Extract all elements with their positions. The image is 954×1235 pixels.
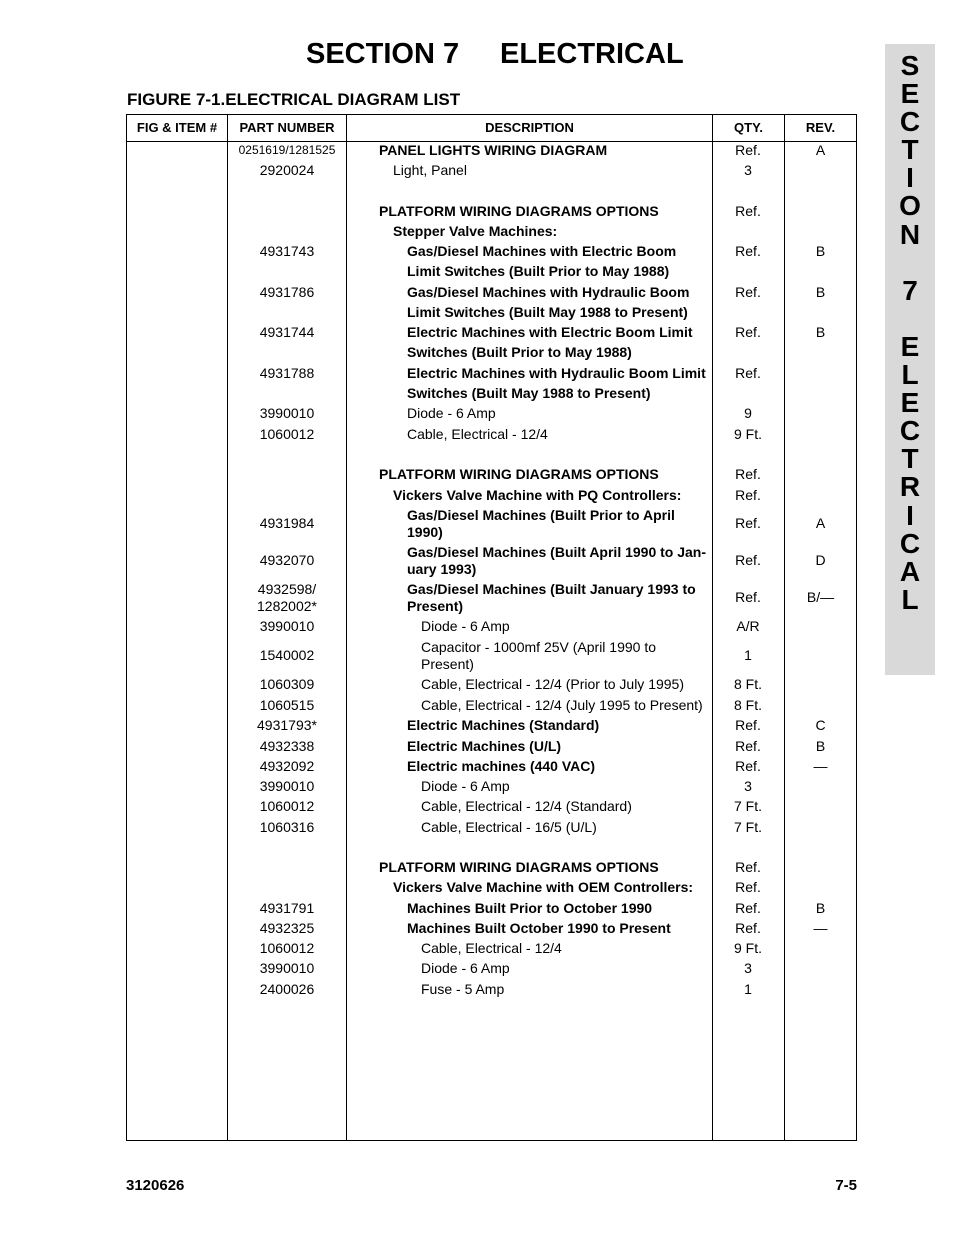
part-number-cell: 1060309 (259, 676, 315, 692)
table-row (127, 302, 856, 322)
part-number-cell: 4932325 (259, 919, 315, 936)
part-number-cell: 4932598/ 1282002* (257, 580, 317, 614)
part-number-cell: 3990010 (259, 618, 315, 634)
part-number-cell: 4931786 (259, 283, 315, 300)
sidebar-letter: R (899, 471, 921, 503)
description-cell: Vickers Valve Machine with OEM Controllers: (393, 879, 694, 895)
rev-cell (785, 403, 856, 424)
rev-cell: A (815, 515, 826, 531)
description-cell: Gas/Diesel Machines (Built January 1993 to Present) (407, 580, 696, 614)
table-row (127, 637, 856, 674)
qty-cell: Ref. (735, 899, 761, 916)
qty-cell: 1 (744, 647, 752, 663)
rev-cell (785, 221, 856, 241)
description-cell: Electric Machines (Standard) (407, 717, 600, 733)
header-fig-item: FIG & ITEM # (136, 120, 218, 135)
qty-cell (713, 261, 783, 282)
part-number-cell: 4932092 (259, 757, 315, 774)
rev-cell (785, 877, 856, 898)
qty-cell: 9 (744, 405, 752, 421)
part-number-cell: 4932070 (259, 552, 315, 568)
description-cell: Electric Machines (U/L) (407, 737, 562, 754)
table-row (127, 140, 856, 160)
table-row (127, 938, 856, 958)
qty-cell: Ref. (735, 737, 761, 754)
qty-cell: Ref. (735, 858, 761, 875)
table-row (127, 958, 856, 979)
qty-cell: Ref. (735, 283, 761, 300)
rev-cell: — (813, 757, 828, 774)
rev-cell: A (815, 141, 826, 158)
table-row (127, 695, 856, 715)
table-row (127, 282, 856, 302)
sidebar-letter: C (899, 106, 921, 138)
qty-cell: 9 Ft. (733, 939, 762, 956)
table-row (127, 616, 856, 637)
qty-cell (713, 221, 783, 241)
rev-cell (785, 180, 856, 200)
rev-cell: B (815, 737, 826, 754)
sidebar-letter: L (901, 583, 919, 615)
part-number-cell: 2400026 (259, 980, 315, 997)
description-cell: Electric machines (440 VAC) (407, 757, 596, 774)
description-cell: Cable, Electrical - 12/4 (407, 425, 548, 442)
part-number-cell: 4931793* (257, 717, 317, 733)
rev-cell (785, 616, 856, 637)
rev-cell (785, 837, 856, 857)
table-row (127, 542, 856, 579)
sidebar-letter (885, 305, 935, 333)
part-number-cell: 3990010 (259, 405, 315, 421)
qty-cell: Ref. (735, 486, 761, 503)
part-number-cell: 1060012 (259, 425, 315, 442)
header-part-number: PART NUMBER (239, 120, 335, 135)
part-number-cell: 1540002 (259, 647, 315, 663)
part-number-cell (228, 383, 346, 403)
qty-cell (713, 180, 783, 200)
table-row (127, 201, 856, 221)
table-row (127, 403, 856, 424)
description-cell: Machines Built October 1990 to Present (407, 919, 671, 936)
table-row (127, 383, 856, 403)
rev-cell (785, 695, 856, 715)
sidebar-letter: E (900, 78, 920, 110)
qty-cell: Ref. (735, 141, 761, 158)
parts-table (126, 114, 857, 1141)
qty-cell: 9 Ft. (733, 425, 762, 442)
part-number-cell: 4931788 (259, 364, 315, 381)
table-row (127, 444, 856, 464)
qty-cell: 8 Ft. (733, 676, 762, 692)
table-row (127, 579, 856, 616)
header-qty: QTY. (734, 120, 763, 135)
rev-cell (785, 857, 856, 877)
rev-cell: D (815, 552, 826, 568)
table-row (127, 756, 856, 776)
qty-cell: Ref. (735, 242, 761, 259)
table-row (127, 674, 856, 695)
table-row (127, 342, 856, 363)
table-row (127, 424, 856, 444)
sidebar-letter: 7 (902, 274, 918, 306)
sidebar-letter: I (906, 162, 914, 194)
table-row (127, 322, 856, 342)
rev-cell (785, 817, 856, 837)
rev-cell (785, 938, 856, 958)
qty-cell: Ref. (735, 515, 761, 531)
description-cell: Fuse - 5 Amp (421, 980, 505, 997)
part-number-cell (228, 261, 346, 282)
table-row (127, 837, 856, 857)
table-row (127, 898, 856, 918)
part-number-cell (228, 857, 346, 877)
qty-cell: Ref. (735, 879, 761, 895)
description-cell: PLATFORM WIRING DIAGRAMS OPTIONS (379, 202, 659, 219)
table-row (127, 817, 856, 837)
part-number-cell (228, 464, 346, 485)
table-row (127, 857, 856, 877)
part-number-cell (228, 837, 346, 857)
qty-cell: 8 Ft. (733, 696, 762, 713)
description-cell (347, 180, 712, 200)
sidebar-letter: N (899, 218, 921, 250)
description-cell: Vickers Valve Machine with PQ Controllers: (393, 486, 682, 503)
rev-cell: C (815, 717, 826, 733)
rev-cell (785, 796, 856, 817)
part-number-cell: 4931984 (259, 515, 315, 531)
description-cell: Switches (Built May 1988 to Present) (407, 384, 651, 401)
description-cell: Cable, Electrical - 12/4 (Prior to July 1995) (421, 676, 684, 692)
sidebar-letter: T (901, 134, 919, 166)
part-number-cell (228, 877, 346, 898)
qty-cell: 7 Ft. (733, 818, 762, 835)
rev-cell: B/— (806, 589, 835, 605)
qty-cell: Ref. (735, 323, 761, 340)
description-cell: Capacitor - 1000mf 25V (April 1990 to Present) (421, 638, 657, 672)
part-number-cell: 4932338 (259, 737, 315, 754)
description-cell: PLATFORM WIRING DIAGRAMS OPTIONS (379, 466, 659, 482)
sidebar-letter (885, 249, 935, 277)
part-number-cell: 1060316 (259, 818, 315, 835)
rev-cell (785, 979, 856, 999)
header-description: DESCRIPTION (485, 120, 574, 135)
part-number-cell: 4931791 (259, 899, 315, 916)
table-row (127, 877, 856, 898)
rev-cell (785, 363, 856, 383)
description-cell: Cable, Electrical - 12/4 (421, 939, 562, 956)
part-number-cell: 2920024 (259, 161, 315, 178)
table-header-row (127, 115, 856, 142)
rev-cell (785, 958, 856, 979)
description-cell: Cable, Electrical - 16/5 (U/L) (421, 818, 597, 835)
description-cell: Electric Machines with Hydraulic Boom Limit (407, 364, 706, 381)
description-cell: Diode - 6 Amp (421, 618, 510, 634)
part-number-cell: 1060515 (259, 696, 315, 713)
description-cell: Diode - 6 Amp (421, 777, 510, 794)
table-row (127, 979, 856, 999)
page-number: 7-5 (835, 1177, 857, 1194)
rev-cell: B (815, 242, 826, 259)
sidebar-letter: O (899, 190, 921, 222)
part-number-cell (228, 180, 346, 200)
description-cell: Limit Switches (Built May 1988 to Present) (407, 303, 688, 320)
qty-cell: Ref. (735, 717, 761, 733)
sidebar-letter: E (900, 387, 920, 419)
table-row (127, 241, 856, 261)
rev-cell (785, 302, 856, 322)
section-sidebar-tab (885, 44, 935, 675)
part-number-cell: 4931743 (259, 242, 315, 259)
table-row (127, 776, 856, 796)
description-cell: Limit Switches (Built Prior to May 1988) (407, 263, 670, 279)
qty-cell (713, 444, 783, 464)
description-cell (347, 837, 712, 857)
rev-cell (785, 383, 856, 403)
qty-cell: Ref. (735, 589, 761, 605)
sidebar-letter: C (899, 527, 921, 559)
part-number-cell (228, 485, 346, 505)
table-row (127, 796, 856, 817)
part-number-cell: 4931744 (259, 323, 315, 340)
part-number-cell (228, 444, 346, 464)
qty-cell: Ref. (735, 919, 761, 936)
qty-cell: 1 (744, 980, 752, 997)
figure-title: FIGURE 7-1.ELECTRICAL DIAGRAM LIST (127, 90, 461, 109)
rev-cell (785, 485, 856, 505)
description-cell: Gas/Diesel Machines with Electric Boom (407, 242, 677, 259)
qty-cell: 3 (744, 161, 752, 178)
sidebar-letter: E (900, 330, 920, 362)
header-rev: REV. (805, 120, 836, 135)
sidebar-letter: A (899, 555, 921, 587)
rev-cell (785, 637, 856, 674)
qty-cell: Ref. (735, 757, 761, 774)
rev-cell (785, 776, 856, 796)
rev-cell: B (815, 899, 826, 916)
description-cell: Gas/Diesel Machines (Built April 1990 to Jan-uary 1993) (407, 543, 707, 577)
table-row (127, 485, 856, 505)
qty-cell: Ref. (735, 364, 761, 381)
sidebar-letter: L (901, 359, 919, 391)
description-cell: Light, Panel (393, 161, 467, 178)
rev-cell: B (815, 283, 826, 300)
description-cell: Electric Machines with Electric Boom Limit (407, 323, 693, 340)
rev-cell (785, 342, 856, 363)
part-number-cell: 1060012 (259, 939, 315, 956)
rev-cell (785, 424, 856, 444)
part-number-cell (228, 201, 346, 221)
part-number-cell: 0251619/1281525 (238, 142, 336, 157)
qty-cell: Ref. (735, 202, 761, 219)
qty-cell (713, 302, 783, 322)
qty-cell: Ref. (735, 552, 761, 568)
rev-cell (785, 674, 856, 695)
qty-cell (713, 383, 783, 403)
description-cell: Diode - 6 Amp (421, 960, 510, 976)
table-row (127, 715, 856, 736)
rev-cell (785, 201, 856, 221)
table-row (127, 221, 856, 241)
description-cell: PLATFORM WIRING DIAGRAMS OPTIONS (379, 858, 659, 875)
description-cell: Gas/Diesel Machines (Built Prior to April 1990) (407, 506, 675, 540)
description-cell: Switches (Built Prior to May 1988) (407, 344, 632, 360)
part-number-cell: 3990010 (259, 777, 315, 794)
part-number-cell: 3990010 (259, 960, 315, 976)
part-number-cell (228, 342, 346, 363)
table-row (127, 464, 856, 485)
table-row (127, 180, 856, 200)
sidebar-letter: T (901, 443, 919, 475)
qty-cell: 3 (744, 777, 752, 794)
part-number-cell: 1060012 (259, 798, 315, 814)
sidebar-letters (885, 52, 935, 614)
rev-cell (785, 444, 856, 464)
section-name: ELECTRICAL (500, 38, 684, 70)
description-cell: PANEL LIGHTS WIRING DIAGRAM (379, 141, 608, 158)
description-cell: Cable, Electrical - 12/4 (July 1995 to Present) (421, 696, 703, 713)
table-row (127, 363, 856, 383)
part-number-cell (228, 302, 346, 322)
description-cell (347, 444, 712, 464)
section-title (306, 38, 684, 71)
section-number: SECTION 7 (306, 38, 460, 70)
sidebar-letter: C (899, 415, 921, 447)
rev-cell (785, 464, 856, 485)
sidebar-letter: S (900, 50, 920, 81)
description-cell: Stepper Valve Machines: (393, 222, 558, 239)
rev-cell: — (813, 919, 828, 936)
description-cell: Machines Built Prior to October 1990 (407, 899, 653, 916)
description-cell: Cable, Electrical - 12/4 (Standard) (421, 798, 632, 814)
table-row (127, 160, 856, 180)
qty-cell (713, 837, 783, 857)
table-row (127, 918, 856, 938)
doc-number: 3120626 (126, 1177, 185, 1194)
table-row (127, 736, 856, 756)
description-cell: Gas/Diesel Machines with Hydraulic Boom (407, 283, 690, 300)
qty-cell: A/R (736, 618, 760, 634)
qty-cell: Ref. (735, 466, 761, 482)
table-row (127, 261, 856, 282)
rev-cell (785, 261, 856, 282)
qty-cell (713, 342, 783, 363)
description-cell: Diode - 6 Amp (407, 405, 496, 421)
qty-cell: 7 Ft. (733, 798, 762, 814)
rev-cell: B (815, 323, 826, 340)
qty-cell: 3 (744, 960, 752, 976)
rev-cell (785, 160, 856, 180)
sidebar-letter: I (906, 499, 914, 531)
table-row (127, 505, 856, 542)
part-number-cell (228, 221, 346, 241)
